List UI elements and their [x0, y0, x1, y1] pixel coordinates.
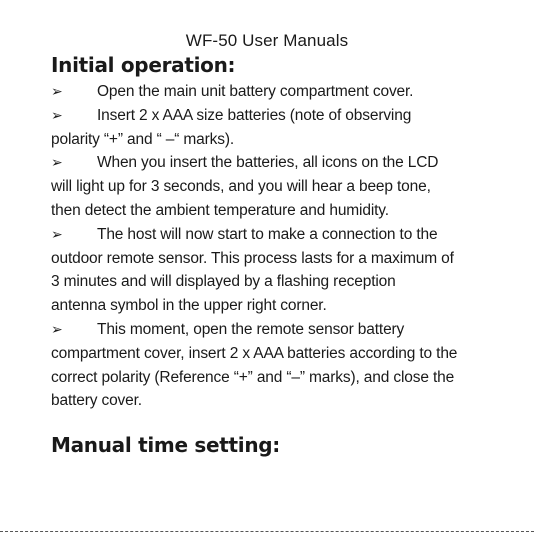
list-text: battery cover.: [51, 392, 142, 410]
list-item: [51, 80, 526, 104]
list-item: [51, 223, 526, 318]
arrow-bullet-icon: ➢: [51, 83, 63, 99]
list-text: When you insert the batteries, all icons on the LCD: [97, 154, 439, 172]
list-text: polarity “+” and “ –“ marks).: [51, 130, 234, 148]
list-item: [51, 151, 526, 222]
section-heading-manual-time-setting: Manual time setting:: [51, 433, 280, 457]
list-line: [51, 80, 526, 104]
list-text: outdoor remote sensor. This process lasts for a maximum of: [51, 249, 454, 267]
list-text: 3 minutes and will displayed by a flashing reception: [51, 273, 396, 291]
list-text: antenna symbol in the upper right corner.: [51, 297, 327, 315]
list-text: compartment cover, insert 2 x AAA batteries according to the: [51, 344, 458, 362]
list-line: [51, 151, 526, 175]
section-heading-initial-operation: Initial operation:: [51, 53, 236, 77]
list-line: [51, 318, 526, 342]
list-item: [51, 318, 526, 413]
initial-operation-steps: [51, 80, 526, 413]
list-text: correct polarity (Reference “+” and “–” marks), and close the: [51, 368, 455, 386]
list-text: Open the main unit battery compartment cover.: [97, 83, 414, 100]
list-text: then detect the ambient temperature and humidity.: [51, 201, 389, 219]
arrow-bullet-icon: ➢: [51, 154, 63, 171]
document-title: WF-50 User Manuals: [185, 31, 349, 50]
list-text: The host will now start to make a connection to the: [97, 225, 438, 243]
list-line: [51, 104, 526, 128]
list-line: [51, 223, 526, 247]
page-cut-divider: [0, 531, 534, 532]
list-text: Insert 2 x AAA size batteries (note of observing: [97, 106, 412, 124]
arrow-bullet-icon: ➢: [51, 320, 63, 337]
list-text: This moment, open the remote sensor battery: [97, 320, 405, 338]
list-item: [51, 104, 526, 152]
arrow-bullet-icon: ➢: [51, 225, 63, 242]
list-text: will light up for 3 seconds, and you will hear a beep tone,: [51, 178, 431, 196]
arrow-bullet-icon: ➢: [51, 106, 63, 123]
